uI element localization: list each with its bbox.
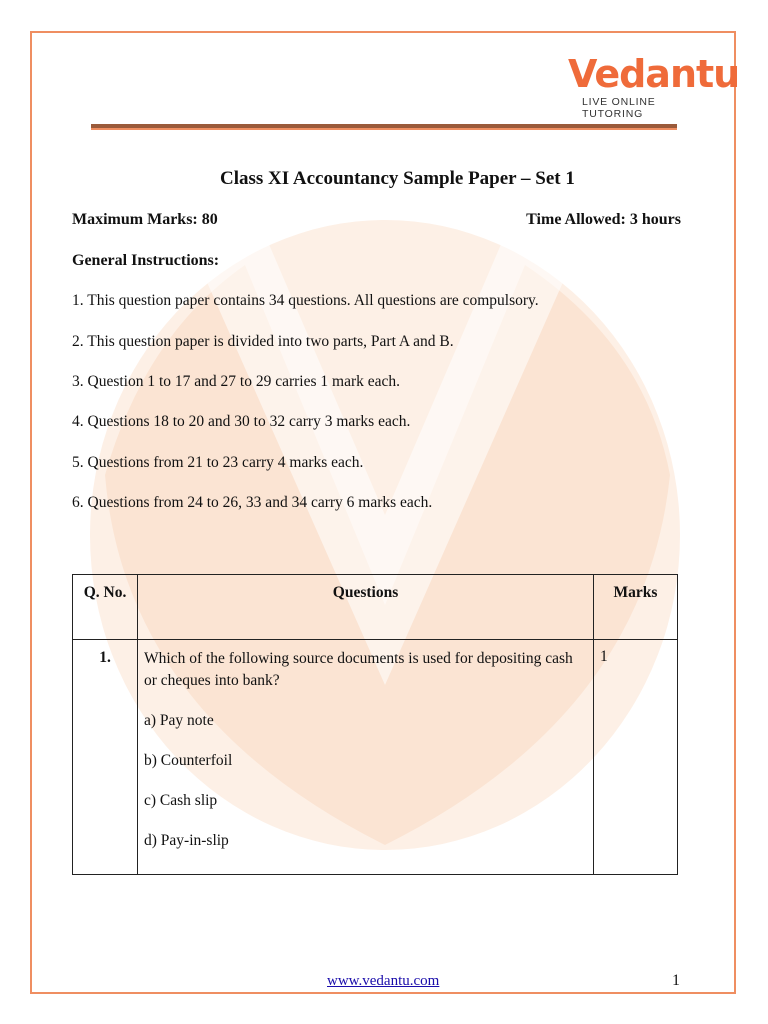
logo-tagline: LIVE ONLINE TUTORING: [582, 96, 656, 120]
question-cell: [138, 640, 594, 875]
header-questions: Questions: [138, 575, 594, 640]
instructions-heading: General Instructions:: [72, 252, 220, 269]
question-number: 1.: [73, 640, 138, 875]
header-qno: Q. No.: [73, 575, 138, 640]
table-row: [73, 640, 678, 875]
option-c: c) Cash slip: [144, 792, 218, 809]
instruction-item: 1. This question paper contains 34 questions. All questions are compulsory.: [72, 292, 539, 309]
question-text: Which of the following source documents is used for depositing cash or cheques into bank?: [144, 650, 573, 689]
instruction-item: 2. This question paper is divided into two parts, Part A and B.: [72, 333, 454, 350]
vedantu-logo: [568, 52, 740, 120]
header-rule-accent: [91, 128, 677, 130]
logo-brand: Vedantu: [568, 52, 740, 96]
option-d: d) Pay-in-slip: [144, 832, 229, 849]
instruction-item: 5. Questions from 21 to 23 carry 4 marks each.: [72, 454, 364, 471]
header-marks: Marks: [594, 575, 678, 640]
maximum-marks: Maximum Marks: 80: [72, 211, 218, 228]
questions-table: [72, 574, 678, 875]
instruction-item: 4. Questions 18 to 20 and 30 to 32 carry 3 marks each.: [72, 413, 411, 430]
option-b: b) Counterfoil: [144, 752, 233, 769]
instruction-item: 6. Questions from 24 to 26, 33 and 34 carry 6 marks each.: [72, 494, 433, 511]
question-marks: 1: [594, 640, 678, 875]
page-title: Class XI Accountancy Sample Paper – Set 1: [220, 168, 575, 189]
table-header-row: [73, 575, 678, 640]
instruction-item: 3. Question 1 to 17 and 27 to 29 carries 1 mark each.: [72, 373, 400, 390]
time-allowed: Time Allowed: 3 hours: [526, 211, 681, 228]
option-a: a) Pay note: [144, 712, 214, 729]
footer-website-link[interactable]: www.vedantu.com: [327, 973, 440, 989]
page-number: 1: [672, 972, 680, 989]
